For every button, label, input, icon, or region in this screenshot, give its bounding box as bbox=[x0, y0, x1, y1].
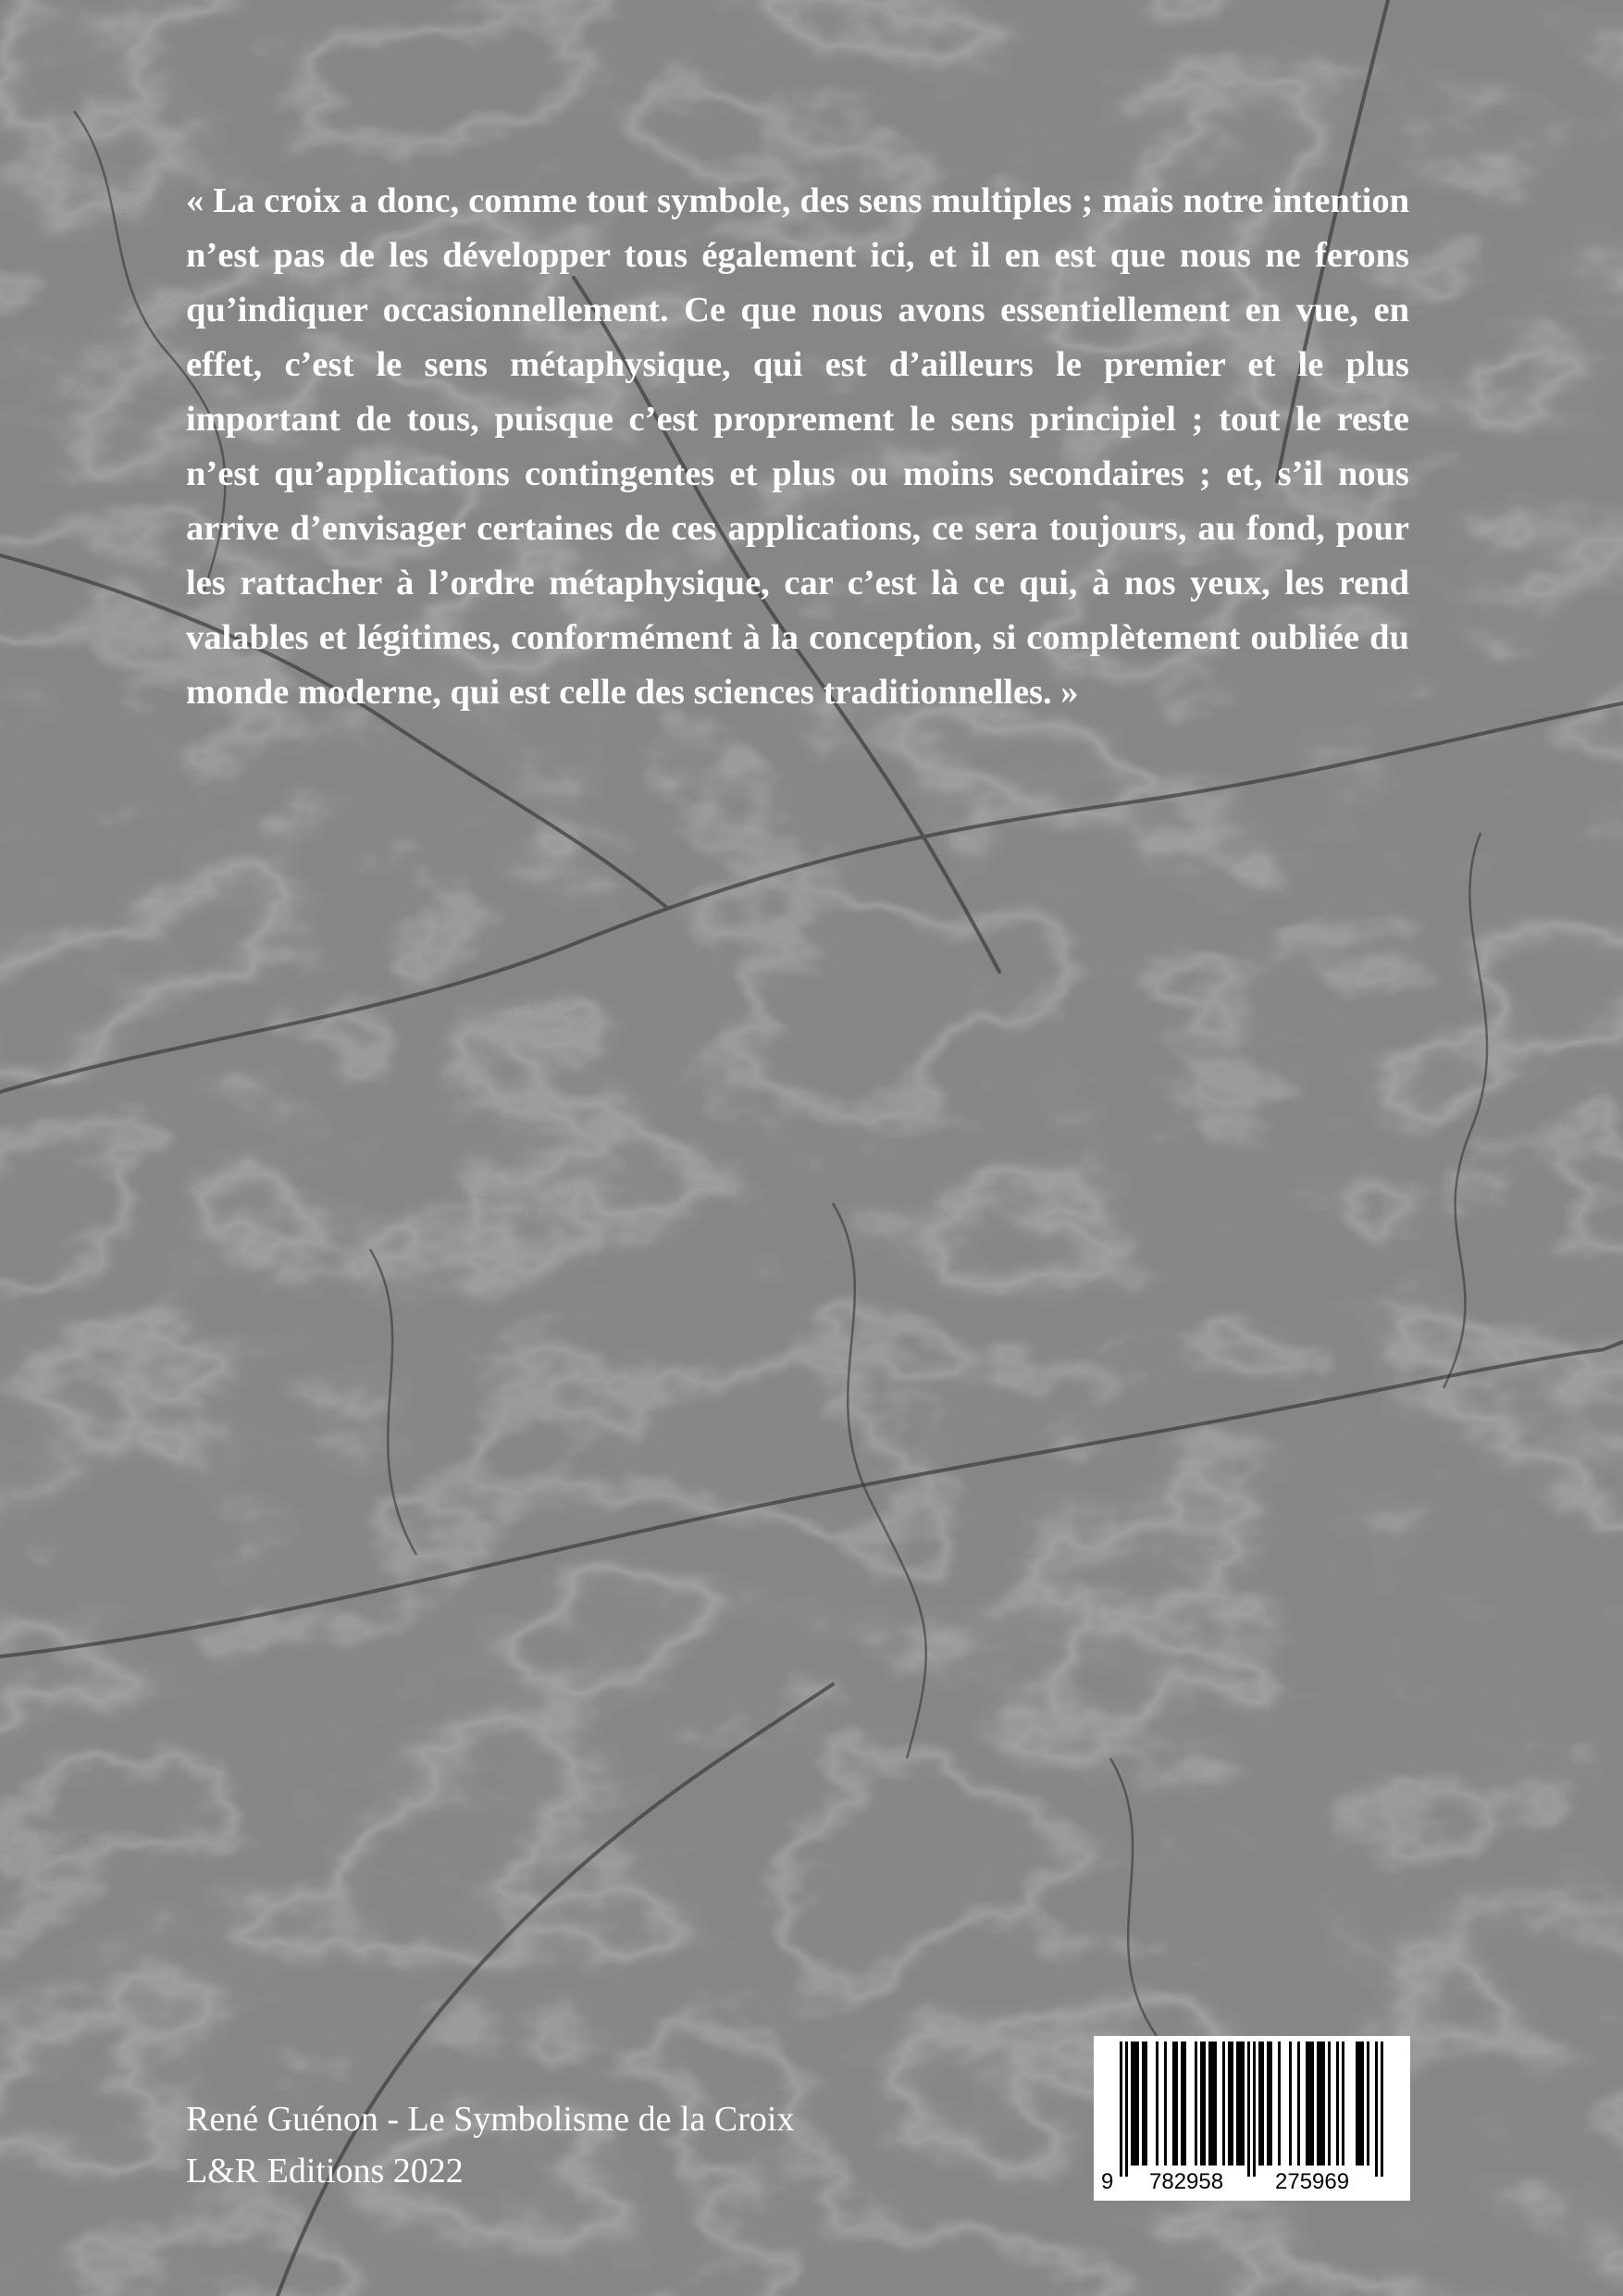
barcode-bar bbox=[1156, 2042, 1158, 2166]
barcode-bar bbox=[1208, 2042, 1211, 2166]
barcode-bar bbox=[1136, 2042, 1139, 2166]
isbn-first-digit: 9 bbox=[1101, 2169, 1114, 2194]
barcode-bar bbox=[1306, 2042, 1308, 2166]
barcode-bar bbox=[1231, 2042, 1233, 2166]
barcode-bar bbox=[1134, 2042, 1136, 2166]
barcode-bar bbox=[1317, 2042, 1319, 2166]
barcode-bar bbox=[1297, 2042, 1300, 2166]
barcode-bar bbox=[1131, 2042, 1134, 2166]
barcode-bar bbox=[1239, 2042, 1242, 2166]
barcode-bar bbox=[1222, 2042, 1225, 2166]
barcode-bar bbox=[1253, 2042, 1256, 2177]
barcode-bar bbox=[1214, 2042, 1217, 2166]
barcode-bar bbox=[1195, 2042, 1197, 2166]
barcode-bar bbox=[1247, 2042, 1250, 2177]
barcode-bar bbox=[1311, 2042, 1314, 2166]
barcode-bar bbox=[1211, 2042, 1214, 2166]
barcode-bar bbox=[1278, 2042, 1281, 2166]
barcode-bar bbox=[1236, 2042, 1239, 2166]
barcode-bar bbox=[1120, 2042, 1122, 2177]
barcode-bar bbox=[1367, 2042, 1369, 2166]
barcode-bar bbox=[1125, 2042, 1128, 2177]
barcode-bar bbox=[1322, 2042, 1325, 2166]
author-title-line: René Guénon - Le Symbolisme de la Croix bbox=[186, 2100, 795, 2139]
barcode-bar bbox=[1328, 2042, 1331, 2166]
barcode-bar bbox=[1183, 2042, 1186, 2166]
barcode-bar bbox=[1181, 2042, 1183, 2166]
barcode-bar bbox=[1172, 2042, 1175, 2166]
barcode-bar bbox=[1200, 2042, 1203, 2166]
isbn-left-group: 782958 bbox=[1149, 2169, 1224, 2194]
isbn-barcode bbox=[1094, 2036, 1410, 2201]
barcode-bar bbox=[1358, 2042, 1361, 2166]
back-cover-quote: « La croix a donc, comme tout symbole, des sens multiples ; mais notre intention n’est pas de les développer tous également ici, et il en est que nous ne ferons qu’indiquer occasionnellement. Ce que nous avons essentiellement en vue, en effet, c’est le sens métaphysique, qui est d’ailleurs le premier et le plus important de tous, puisque c’est proprement le sens principiel ; tout le reste n’est qu’applications contingentes et plus ou moins secondaires ; et, s’il nous arrive d’envisager certaines de ces applications, ce sera toujours, au fond, pour les rattacher à l’ordre métaphysique, car c’est là ce qui, à nos yeux, les rend valables et légitimes, conformément à la conception, si complètement oubliée du monde moderne, qui est celle des sciences traditionnelles. » bbox=[186, 181, 1409, 712]
barcode-bar bbox=[1175, 2042, 1178, 2166]
barcode-bar bbox=[1361, 2042, 1364, 2166]
barcode-bar bbox=[1319, 2042, 1322, 2166]
barcode-bar bbox=[1336, 2042, 1339, 2166]
barcode-bar bbox=[1356, 2042, 1358, 2166]
barcode-bar bbox=[1258, 2042, 1261, 2166]
isbn-number bbox=[1094, 2166, 1410, 2199]
barcode-bar bbox=[1289, 2042, 1292, 2166]
footer-credits bbox=[186, 2093, 795, 2197]
barcode-bar bbox=[1270, 2042, 1272, 2166]
isbn-right-group: 275969 bbox=[1275, 2169, 1350, 2194]
barcode-bar bbox=[1267, 2042, 1270, 2166]
barcode-bar bbox=[1203, 2042, 1206, 2166]
barcode-bar bbox=[1381, 2042, 1383, 2177]
barcode-bar bbox=[1228, 2042, 1231, 2166]
barcode-bar bbox=[1308, 2042, 1311, 2166]
barcode-bar bbox=[1142, 2042, 1145, 2166]
publisher-line: L&R Editions 2022 bbox=[186, 2152, 464, 2191]
barcode-bar bbox=[1164, 2042, 1167, 2166]
barcode-bar bbox=[1375, 2042, 1378, 2177]
barcode-bar bbox=[1342, 2042, 1344, 2166]
barcode-bar bbox=[1261, 2042, 1264, 2166]
barcode-bar bbox=[1242, 2042, 1245, 2166]
barcode-bar bbox=[1145, 2042, 1147, 2166]
